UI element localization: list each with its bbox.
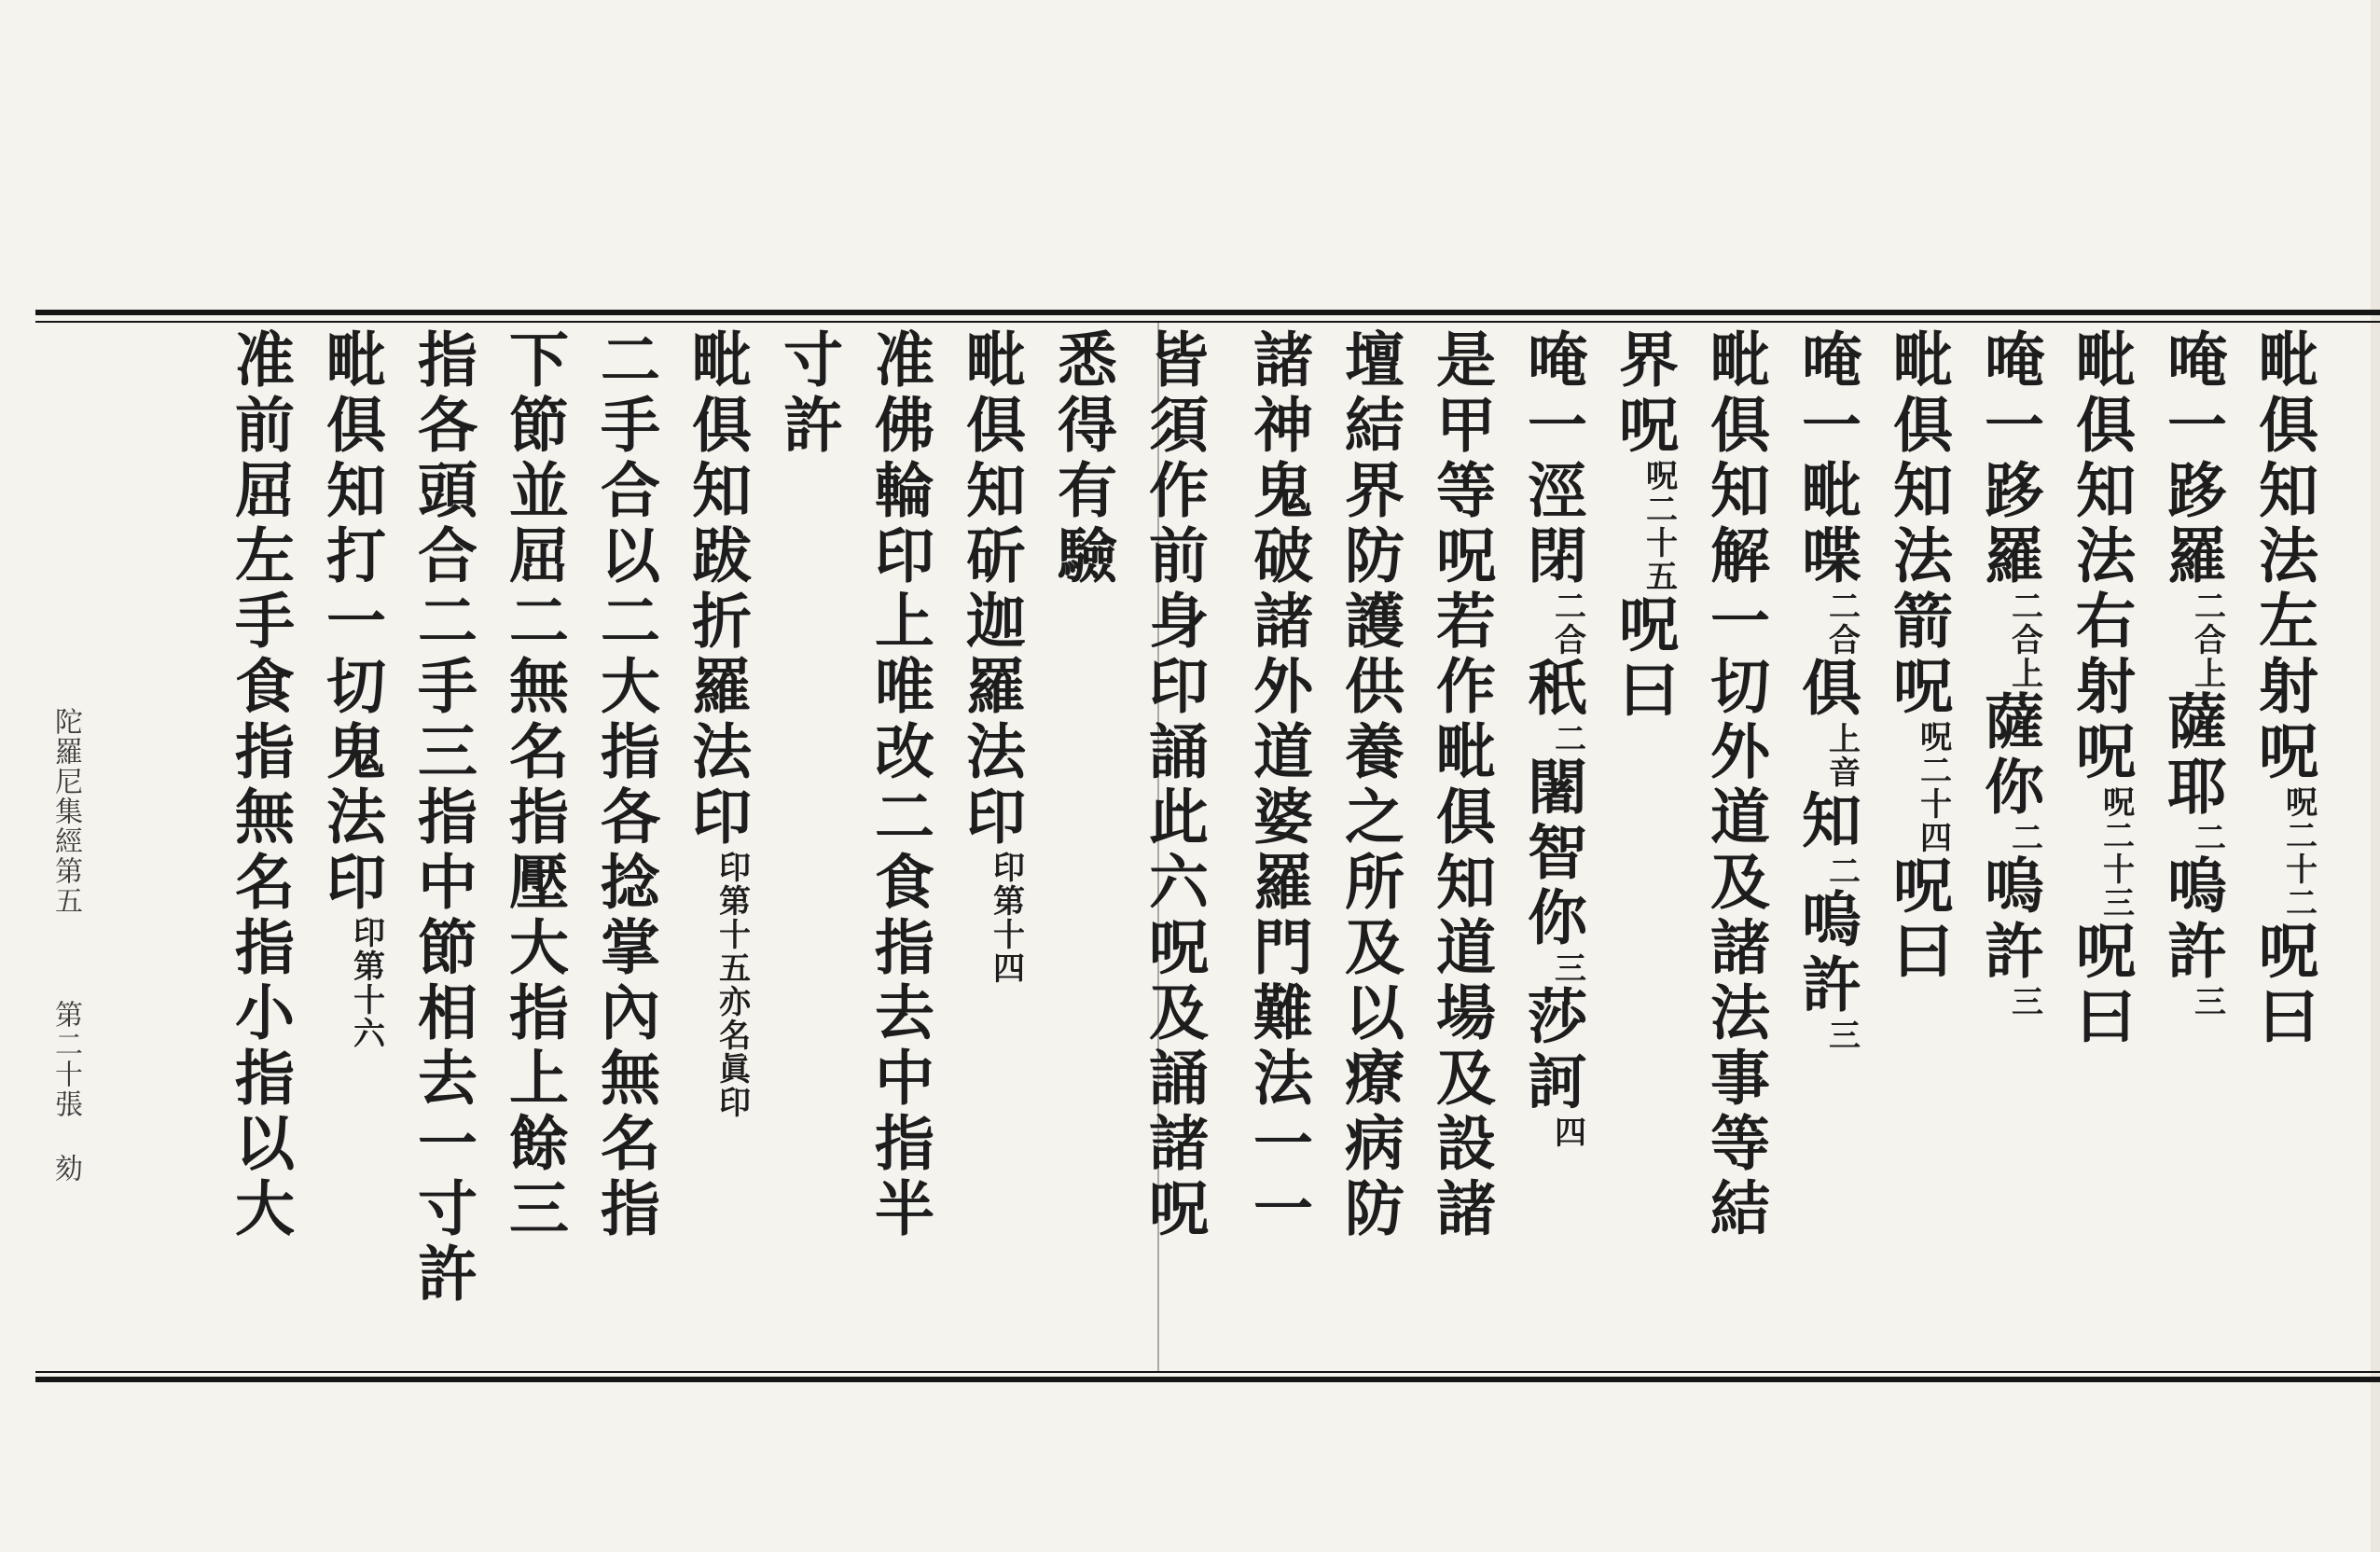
- text-run: 准佛輪印上唯改二食指去中指半: [865, 328, 934, 1242]
- text-run: 呪曰: [2066, 920, 2136, 1050]
- text-column: [2249, 328, 2318, 1050]
- text-run: 准前屈左手食指無名指小指以大: [225, 328, 295, 1242]
- text-run: 界呪: [1609, 328, 1679, 459]
- text-run: 唵一涇閉: [1517, 328, 1587, 589]
- text-run: 唵一跢羅: [1974, 328, 2044, 589]
- text-column: [1517, 328, 1587, 1149]
- text-run: 知: [1792, 789, 1861, 854]
- annotation-small: 二: [2188, 821, 2226, 854]
- annotation-small: 二: [2005, 821, 2043, 854]
- text-run: 悉得有驗: [1047, 328, 1117, 589]
- text-run: 毗俱知解一切外道及諸法事等結: [1700, 328, 1770, 1242]
- annotation-small: 二合上: [2188, 589, 2226, 690]
- text-run: 壇結界防護供養之所及以療病防: [1335, 328, 1404, 1242]
- annotation-small: 呪二十三: [2096, 785, 2135, 920]
- text-column: [1609, 328, 1679, 724]
- text-run: 指各頭合二手三指中節相去一寸許: [408, 328, 477, 1308]
- annotation-small: 二: [1822, 854, 1861, 888]
- text-run: 諸神鬼破諸外道婆羅門難法一一: [1243, 328, 1313, 1242]
- text-run: 皆須作前身印誦此六呪及誦諸呪: [1139, 328, 1209, 1242]
- text-column: [1335, 328, 1404, 1242]
- text-run: 唵一毗喋: [1792, 328, 1861, 589]
- text-column: [2066, 328, 2136, 1050]
- marginal-title: 陀羅尼集經第五: [49, 707, 82, 916]
- annotation-small: 二合上: [2005, 589, 2043, 690]
- text-column: [1792, 328, 1861, 1052]
- text-column: [1139, 328, 1209, 1242]
- text-column: [865, 328, 934, 1242]
- text-run: 毗俱知跋折羅法印: [682, 328, 752, 851]
- text-column: [316, 328, 386, 1050]
- annotation-small: 印第十四: [987, 851, 1025, 985]
- marginal-note: [45, 707, 86, 1184]
- text-run: 嗚許: [1792, 888, 1861, 1018]
- annotation-small: 四: [1548, 1116, 1586, 1149]
- text-run: 嗚許: [2157, 854, 2227, 985]
- text-column: [682, 328, 752, 1119]
- annotation-small: 三: [1548, 951, 1586, 985]
- text-run: 毗俱知法左射呪: [2249, 328, 2318, 785]
- text-run: 毗俱知斫迦羅法印: [956, 328, 1026, 851]
- text-run: 呪曰: [1883, 854, 1953, 985]
- annotation-small: 印第十五亦名眞印: [713, 851, 751, 1119]
- text-run: 毗俱知法右射呪: [2066, 328, 2136, 785]
- text-run: 二手合以二大指各捻掌內無名指: [590, 328, 660, 1242]
- annotation-small: 上音: [1822, 722, 1861, 789]
- top-border-thin: [35, 321, 2380, 323]
- text-column: [225, 328, 295, 1242]
- annotation-small: 三: [1822, 1018, 1861, 1052]
- text-run: 薩耶: [2157, 690, 2227, 821]
- text-run: 寸許: [773, 328, 843, 459]
- text-column: [1883, 328, 1953, 985]
- annotation-small: 三: [2188, 985, 2226, 1018]
- text-run: 是甲等呪若作毗俱知道場及設諸: [1426, 328, 1496, 1242]
- text-run: 唵一跢羅: [2157, 328, 2227, 589]
- text-column: [1047, 328, 1117, 589]
- bottom-border-thick: [35, 1377, 2380, 1382]
- text-run: 莎訶: [1517, 985, 1587, 1116]
- annotation-small: 呪二十四: [1914, 720, 1952, 854]
- text-column: [1426, 328, 1496, 1242]
- annotation-small: 印第十六: [347, 916, 385, 1050]
- annotation-small: 二: [1548, 722, 1586, 755]
- text-run: 薩你: [1974, 690, 2044, 821]
- text-column: [499, 328, 569, 1242]
- text-run: 呪曰: [1609, 593, 1679, 724]
- annotation-small: 二合: [1548, 589, 1586, 657]
- text-run: 下節並屈二無名指壓大指上餘三: [499, 328, 569, 1242]
- bottom-border-thin: [35, 1371, 2380, 1373]
- text-column: [408, 328, 477, 1308]
- annotation-small: 二合: [1822, 589, 1861, 657]
- text-run: 闍智你: [1517, 755, 1587, 951]
- text-column: [2157, 328, 2227, 1018]
- text-run: 秖: [1517, 657, 1587, 722]
- paper-edge: [2371, 0, 2380, 1552]
- text-run: 嗚許: [1974, 854, 2044, 985]
- text-column: [1700, 328, 1770, 1242]
- text-run: 毗俱知法箭呪: [1883, 328, 1953, 720]
- annotation-small: 呪二十二: [2279, 785, 2318, 920]
- text-column: [956, 328, 1026, 985]
- text-column: [590, 328, 660, 1242]
- text-run: 俱: [1792, 657, 1861, 722]
- marginal-page: 第二十張 劾: [49, 1000, 82, 1184]
- text-column: [1974, 328, 2044, 1018]
- text-run: 毗俱知打一切鬼法印: [316, 328, 386, 916]
- annotation-small: 三: [2005, 985, 2043, 1018]
- top-border-thick: [35, 310, 2380, 315]
- annotation-small: 呪二十五: [1640, 459, 1678, 593]
- text-column: [1243, 328, 1313, 1242]
- text-column: [773, 328, 843, 459]
- text-run: 呪曰: [2249, 920, 2318, 1050]
